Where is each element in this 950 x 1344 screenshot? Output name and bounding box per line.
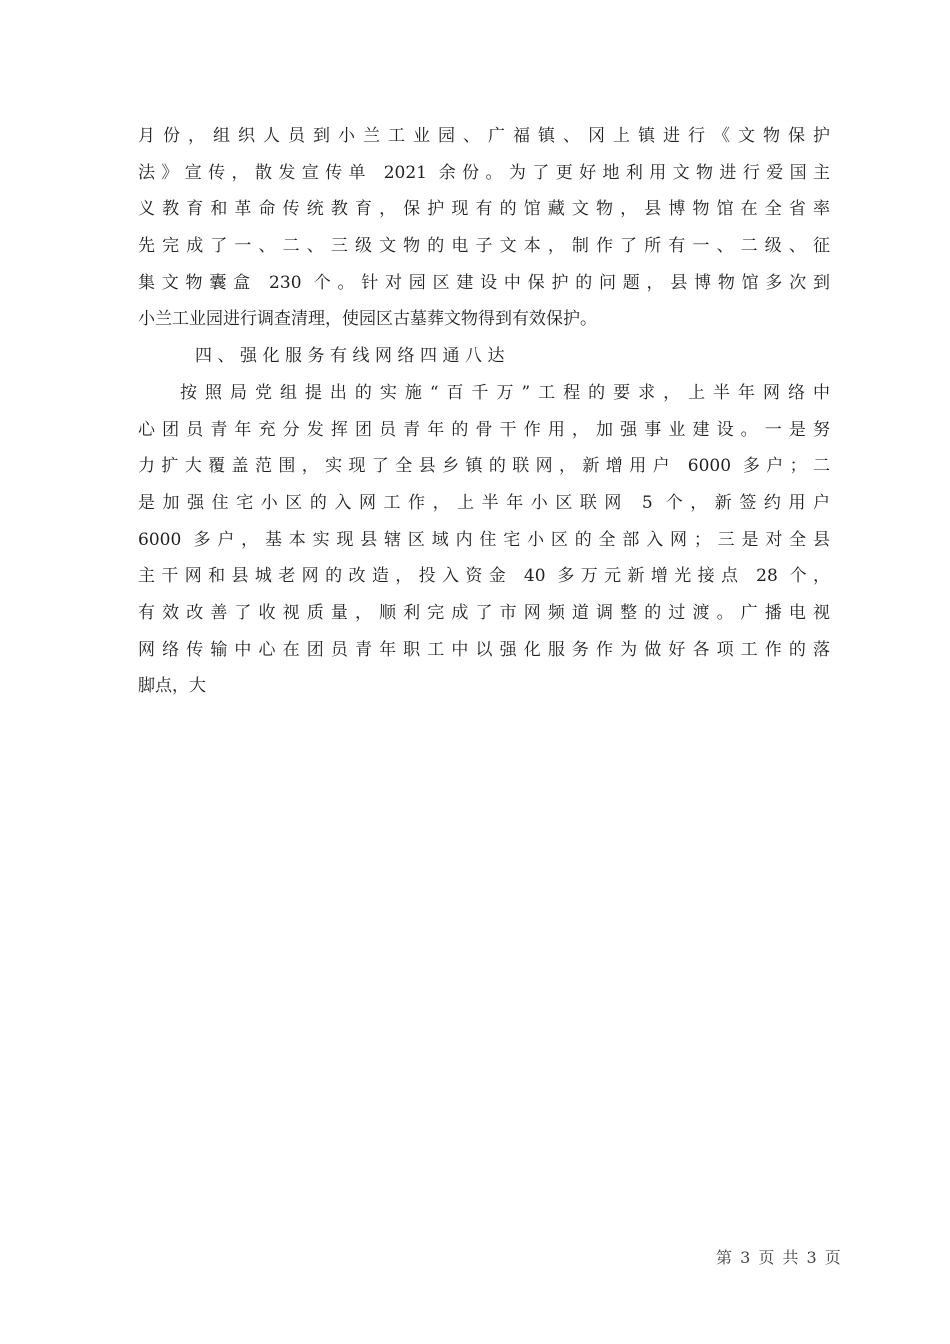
text-line: 网络传输中心在团员青年职工中以强化服务作为做好各项工作的落 [138,639,830,660]
text-line: 力扩大覆盖范围，实现了全县乡镇的联网，新增用户 6000 多户；二 [138,456,830,477]
text-line: 先完成了一、二、三级文物的电子文本，制作了所有一、二级、征 [138,236,830,257]
text-line: 集文物囊盒 230 个。针对园区建设中保护的问题，县博物馆多次到 [138,272,830,293]
text-line: 脚点，大 [138,676,206,697]
text-line: 义教育和革命传统教育，保护现有的馆藏文物，县博物馆在全省率 [138,199,830,220]
text-line: 6000 多户，基本实现县辖区域内住宅小区的全部入网；三是对全县 [138,529,830,550]
text-line: 是加强住宅小区的入网工作，上半年小区联网 5 个，新签约用户 [138,492,830,513]
text-line: 月份，组织人员到小兰工业园、广福镇、冈上镇进行《文物保护 [138,126,830,146]
page-number: 第 3 页 共 3 页 [716,1248,843,1267]
section-heading: 四、强化服务有线网络四通八达 [195,346,510,367]
text-line: 心团员青年充分发挥团员青年的骨干作用，加强事业建设。一是努 [138,419,830,440]
text-line: 法》宣传，散发宣传单 2021 余份。为了更好地利用文物进行爱国主 [138,162,830,183]
text-line: 有效改善了收视质量，顺利完成了市网频道调整的过渡。广播电视 [138,602,830,623]
document-body [138,118,830,705]
text-line: 按照局党组提出的实施“百千万”工程的要求，上半年网络中 [180,382,830,403]
text-line: 主干网和县城老网的改造，投入资金 40 多万元新增光接点 28 个， [138,566,830,587]
text-line: 小兰工业园进行调查清理，使园区古墓葬文物得到有效保护。 [138,309,597,330]
